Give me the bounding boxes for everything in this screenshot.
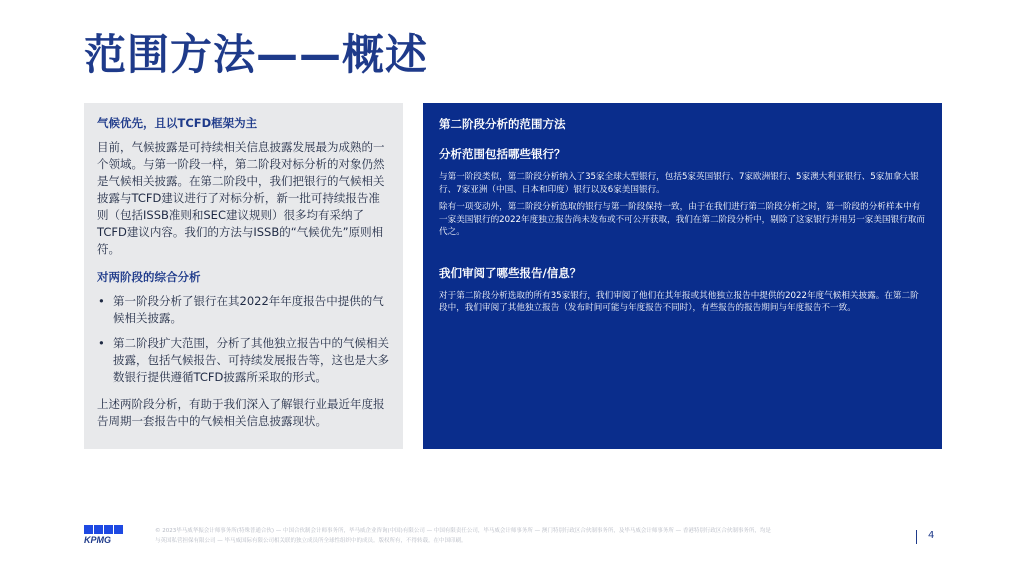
logo-boxes-icon xyxy=(84,525,124,534)
bullet-icon: • xyxy=(98,294,105,308)
legal-disclaimer: © 2023毕马威华振会计师事务所(特殊普通合伙) — 中国合伙制会计师事务所，毕马威企业咨询(中国)有限公司 — 中国有限责任公司，毕马威会计师事务所 — 澳门特别行政区合伙制事务所，及毕马威会计师事务所 — 香港特别行政区合伙制事务所，均是与英国私营担保有限公司 — 毕马威国际有限公司相关联的独立成员所全球性组织中的成员。版权所有，不得转载。在中国印刷。 xyxy=(155,528,771,544)
combined-analysis-heading: 对两阶段的综合分析 xyxy=(97,270,201,284)
bullet-icon: • xyxy=(98,336,105,350)
reports-reviewed-paragraph: 对于第二阶段分析选取的所有35家银行，我们审阅了他们在其年报或其他独立报告中提供的2022年度气候相关披露。在第二阶段中，我们审阅了其他独立报告（发布时间可能与年度报告不同时），有些报告的报告期间与年度报告不一致。 xyxy=(439,290,919,313)
logo-text: KPMG xyxy=(84,535,111,545)
banks-in-scope-subheading: 分析范围包括哪些银行？ xyxy=(439,147,566,161)
kpmg-logo xyxy=(84,525,124,549)
sample-change-paragraph: 除有一项变动外，第二阶段分析选取的银行与第一阶段保持一致，由于在我们进行第二阶段分析之时，第一阶段的分析样本中有一家美国银行的2022年度独立报告尚未发布或不可公开获取，我们在第二阶段分析中，剔除了这家银行并用另一家美国银行取而代之。 xyxy=(439,202,925,237)
phase-bullet-list xyxy=(97,293,389,386)
phase-one-text: 第一阶段分析了银行在其2022年年度报告中提供的气候相关披露。 xyxy=(113,294,384,325)
list-item xyxy=(97,335,389,386)
list-item xyxy=(97,293,389,327)
right-panel xyxy=(423,103,942,449)
climate-first-paragraph: 目前，气候披露是可持续相关信息披露发展最为成熟的一个领域。与第一阶段一样，第二阶段对标分析的对象仍然是气候相关披露。在第二阶段中，我们把银行的气候相关披露与TCFD建议进行了对标分析，新一批可持续报告准则（包括ISSB准则和SEC建议规则）很多均有采纳了TCFD建议内容。我们的方法与ISSB的“气候优先”原则相符。 xyxy=(97,140,385,256)
page-number: 4 xyxy=(928,530,935,541)
reports-reviewed-subheading: 我们审阅了哪些报告/信息？ xyxy=(439,265,582,280)
climate-first-heading: 气候优先，且以TCFD框架为主 xyxy=(97,116,258,130)
summary-paragraph: 上述两阶段分析，有助于我们深入了解银行业最近年度报告周期一套报告中的气候相关信息披露现状。 xyxy=(97,397,385,428)
left-panel xyxy=(84,103,403,449)
page-title: 范围方法——概述 xyxy=(84,30,429,79)
footer-divider xyxy=(916,530,917,544)
scope-approach-heading: 第二阶段分析的范围方法 xyxy=(439,117,566,131)
banks-in-scope-paragraph: 与第一阶段类似，第二阶段分析纳入了35家全球大型银行，包括5家英国银行、7家欧洲银行、5家澳大利亚银行、5家加拿大银行、7家亚洲（中国、日本和印度）银行以及6家美国银行。 xyxy=(439,172,919,195)
phase-two-text: 第二阶段扩大范围，分析了其他独立报告中的气候相关披露，包括气候报告、可持续发展报告等，这也是大多数银行提供遵循TCFD披露所采取的形式。 xyxy=(113,336,389,384)
